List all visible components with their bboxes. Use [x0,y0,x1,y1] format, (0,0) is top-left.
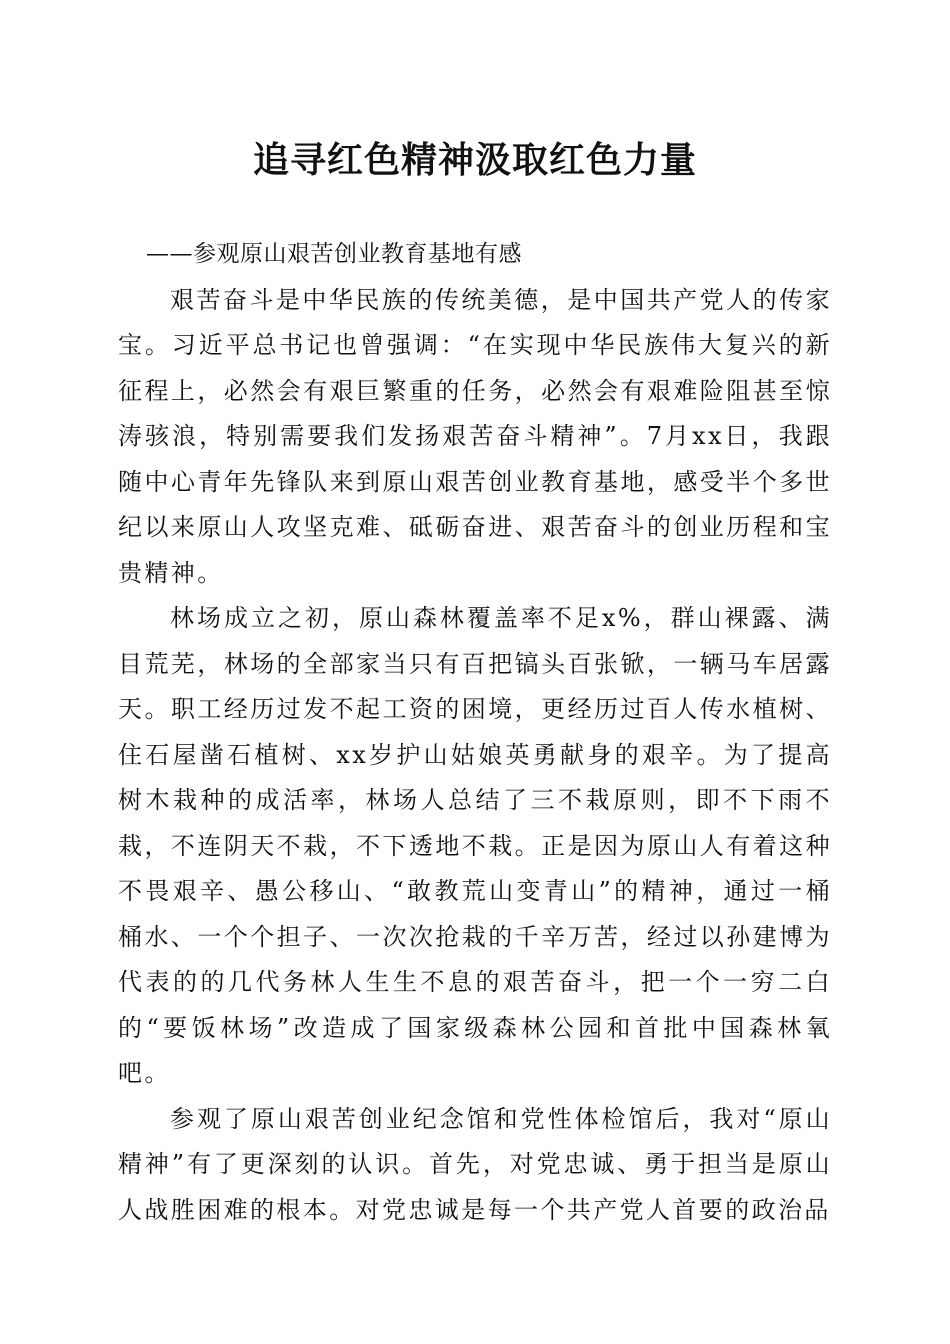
document-subtitle: ——参观原山艰苦创业教育基地有感 [146,241,522,267]
document-body [118,232,832,1233]
paragraph-1: 艰苦奋斗是中华民族的传统美德，是中国共产党人的传家宝。习近平总书记也曾强调：“在实现中华民族伟大复兴的新征程上，必然会有艰巨繁重的任务，必然会有艰难险阻甚至惊涛骇浪，特别需要我们发扬艰苦奋斗精神”。7月xx日，我跟随中心青年先锋队来到原山艰苦创业教育基地，感受半个多世纪以来原山人攻坚克难、砥砺奋进、艰苦奋斗的创业历程和宝贵精神。 [118,285,832,587]
paragraph-2: 林场成立之初，原山森林覆盖率不足x%，群山裸露、满目荒芜，林场的全部家当只有百把镐头百张锨，一辆马车居露天。职工经历过发不起工资的困境，更经历过百人传水植树、住石屋凿石植树、xx岁护山姑娘英勇献身的艰辛。为了提高树木栽种的成活率，林场人总结了三不栽原则，即不下雨不栽，不连阴天不栽，不下透地不栽。正是因为原山人有着这种不畏艰辛、愚公移山、“敢教荒山变青山”的精神，通过一桶桶水、一个个担子、一次次抢栽的千辛万苦，经过以孙建博为代表的的几代务林人生生不息的艰苦奋斗，把一个一穷二白的“要饭林场”改造成了国家级森林公园和首批中国森林氧吧。 [118,604,832,1087]
paragraph-3: 参观了原山艰苦创业纪念馆和党性体检馆后，我对“原山精神”有了更深刻的认识。首先，对党忠诚、勇于担当是原山人战胜困难的根本。对党忠诚是每一个共产党人首要的政治品 [118,1104,832,1224]
document-title: 追寻红色精神汲取红色力量 [252,139,697,181]
